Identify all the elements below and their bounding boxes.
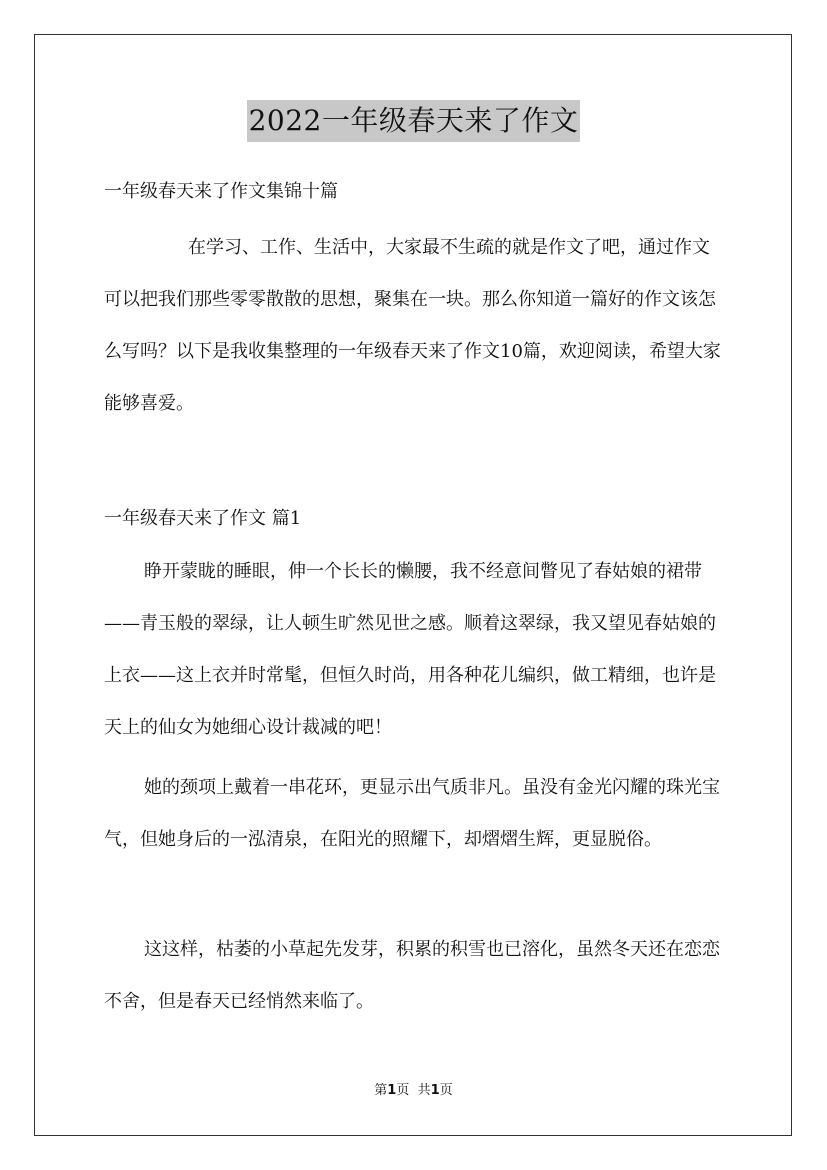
page-number: 1 (387, 1083, 397, 1098)
page-suffix: 页 (396, 1083, 410, 1098)
document-title: 2022一年级春天来了作文 (247, 100, 581, 142)
paragraph-2: 她的颈项上戴着一串花环，更显示出气质非凡。虽没有金光闪耀的珠光宝气，但她身后的一泓清泉，在阳光的照耀下，却熠熠生辉，更显脱俗。 (104, 777, 720, 850)
total-pages: 1 (430, 1083, 440, 1098)
section-heading: 一年级春天来了作文 篇1 (104, 508, 302, 529)
title-container (0, 100, 827, 142)
total-suffix: 页 (439, 1083, 453, 1098)
document-subtitle: 一年级春天来了作文集锦十篇 (104, 181, 338, 202)
intro-paragraph: 在学习、工作、生活中，大家最不生疏的就是作文了吧，通过作文可以把我们那些零零散散的思想，聚集在一块。那么你知道一篇好的作文该怎么写吗？以下是我收集整理的一年级春天来了作文10篇，欢迎阅读，希望大家能够喜爱。 (104, 237, 721, 414)
paragraph-1: 睁开蒙眬的睡眼，伸一个长长的懒腰，我不经意间瞥见了春姑娘的裙带——青玉般的翠绿，让人顿生旷然见世之感。顺着这翠绿，我又望见春姑娘的上衣——这上衣并时常髦，但恒久时尚，用各种花儿编织，做工精细，也许是天上的仙女为她细心设计裁减的吧！ (104, 561, 716, 738)
total-prefix: 共 (417, 1083, 431, 1098)
page-footer (0, 1081, 827, 1101)
paragraph-3: 这这样，枯萎的小草起先发芽，积累的积雪也已溶化，虽然冬天还在恋恋不舍，但是春天已经悄然来临了。 (104, 939, 720, 1012)
page-prefix: 第 (374, 1083, 388, 1098)
